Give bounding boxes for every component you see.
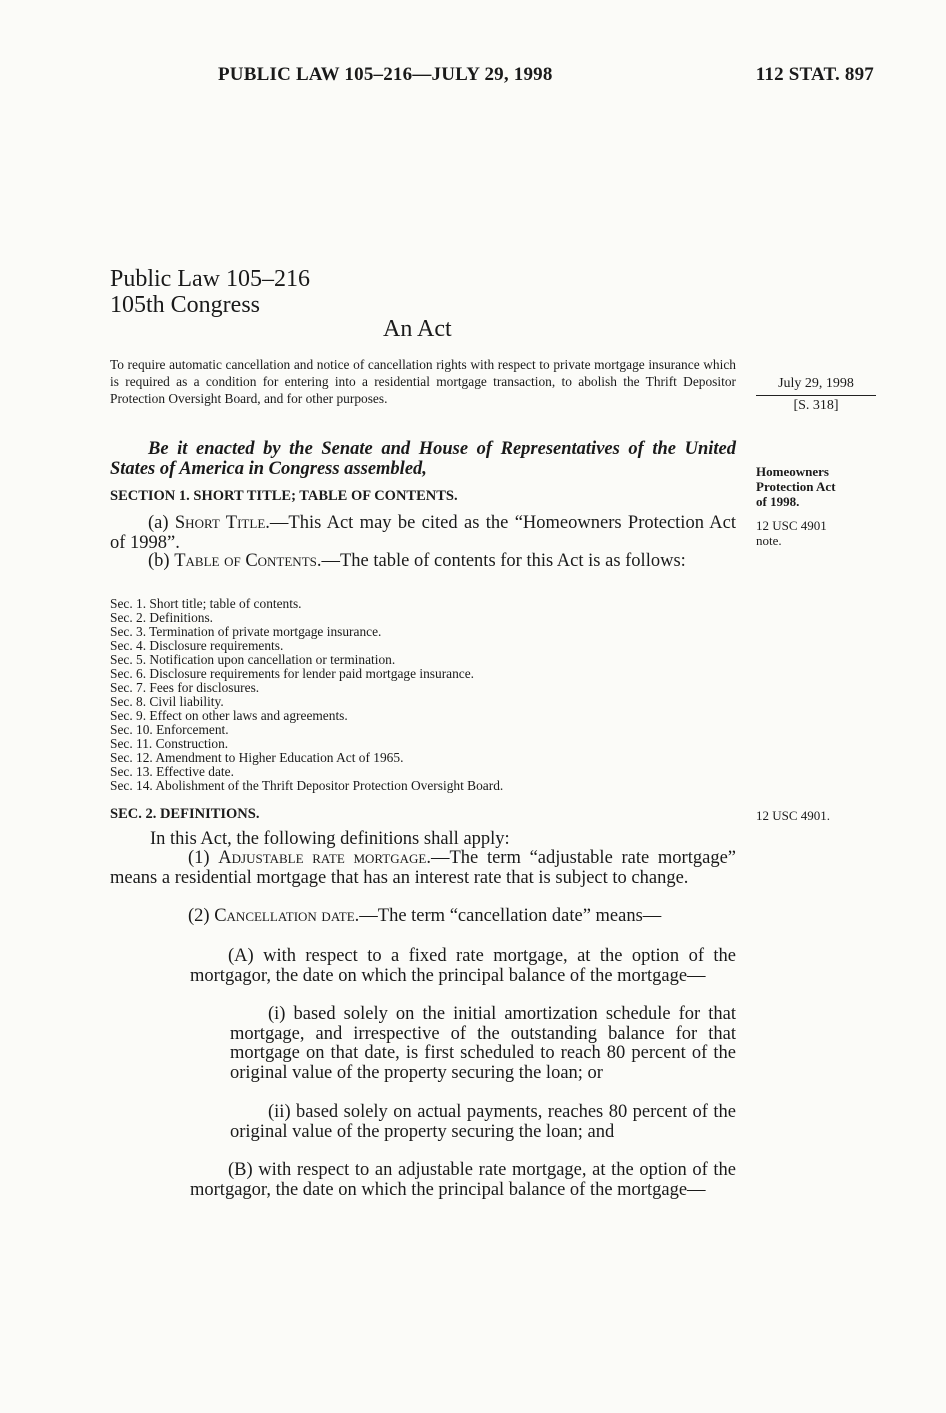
- table-of-contents: [110, 597, 503, 793]
- section-2-intro: In this Act, the following definitions shall apply:: [150, 829, 510, 849]
- margin-short-title-line-3: of 1998.: [756, 494, 800, 509]
- toc-item: Sec. 7. Fees for disclosures.: [110, 680, 260, 695]
- toc-item: Sec. 12. Amendment to Higher Education Act of 1965.: [110, 750, 404, 765]
- margin-short-title-line-2: Protection Act: [756, 479, 836, 494]
- definition-2-body: .—The term “cancellation date” means—: [354, 906, 662, 926]
- toc-item: Sec. 11. Construction.: [110, 736, 229, 751]
- toc-item: Sec. 5. Notification upon cancellation or termination.: [110, 652, 396, 667]
- definition-2-caption: Cancellation date: [214, 906, 355, 926]
- running-header-right: 112 STAT. 897: [755, 64, 874, 85]
- section-1-heading: SECTION 1. SHORT TITLE; TABLE OF CONTENTS.: [110, 488, 458, 504]
- section-1-a: [110, 514, 736, 553]
- definition-1-text: [110, 849, 736, 888]
- subparagraph-B: (B) with respect to an adjustable rate mortgage, at the option of the mortgagor, the date on which the principal balance of the mortgage—: [190, 1160, 736, 1200]
- enacting-clause: Be it enacted by the Senate and House of Representatives of the United States of America in Congress assembled,: [110, 439, 736, 479]
- margin-usc-note-1: [756, 518, 827, 548]
- toc-item: Sec. 4. Disclosure requirements.: [110, 638, 284, 653]
- section-1-b: [110, 552, 736, 572]
- subparagraph-A: (A) with respect to a fixed rate mortgage, at the option of the mortgagor, the date on which the principal balance of the mortgage—: [190, 946, 736, 986]
- section-2-heading: SEC. 2. DEFINITIONS.: [110, 806, 260, 822]
- toc-item: Sec. 10. Enforcement.: [110, 722, 229, 737]
- toc-item: Sec. 3. Termination of private mortgage insurance.: [110, 624, 382, 639]
- law-number: Public Law 105–216: [110, 266, 310, 292]
- running-header-left: PUBLIC LAW 105–216—JULY 29, 1998: [218, 64, 553, 85]
- margin-usc-1: 12 USC 4901: [756, 518, 827, 533]
- toc-item: Sec. 6. Disclosure requirements for lender paid mortgage insurance.: [110, 666, 475, 681]
- section-1-b-caption: Table of Contents: [174, 551, 317, 571]
- definition-1-caption: Adjustable rate mortgage: [218, 848, 427, 868]
- congress-number: 105th Congress: [110, 292, 260, 318]
- margin-usc-1-note: note.: [756, 533, 782, 548]
- margin-date: July 29, 1998: [778, 376, 854, 391]
- toc-item: Sec. 8. Civil liability.: [110, 694, 224, 709]
- definition-2-text: [110, 907, 736, 927]
- margin-divider: [756, 395, 876, 396]
- toc-item: Sec. 9. Effect on other laws and agreements.: [110, 708, 348, 723]
- definition-1-body: .—The term “adjustable rate mortgage” means a residential mortgage that has an interest rate that is subject to change.: [110, 848, 736, 888]
- act-purpose: To require automatic cancellation and notice of cancellation rights with respect to private mortgage insurance which is required as a condition for entering into a residential mortgage transaction, to abolish the Thrift Depositor Protection Oversight Board, and for other purposes.: [110, 357, 736, 406]
- margin-bill-number: [S. 318]: [793, 398, 839, 413]
- definition-1-label: (1): [188, 848, 219, 868]
- clause-i: (i) based solely on the initial amortization schedule for that mortgage, and irrespective of the outstanding balance for that mortgage on that date, is first scheduled to reach 80 percent of the original value of the property securing the loan; or: [230, 1004, 736, 1083]
- section-1-a-label: (a): [148, 513, 175, 533]
- toc-item: Sec. 14. Abolishment of the Thrift Depositor Protection Oversight Board.: [110, 778, 504, 793]
- act-title: An Act: [383, 316, 452, 342]
- toc-item: Sec. 2. Definitions.: [110, 610, 214, 625]
- definition-2-label: (2): [188, 906, 215, 926]
- section-1-b-text: .—The table of contents for this Act is as follows:: [316, 551, 686, 571]
- margin-short-title-line-1: Homeowners: [756, 464, 829, 479]
- margin-date-block: [756, 376, 876, 414]
- section-1-b-label: (b): [148, 551, 175, 571]
- margin-short-title: [756, 464, 836, 509]
- section-1-a-text: .—This Act may be cited as the “Homeowners Protection Act of 1998”.: [110, 513, 736, 553]
- margin-usc-2: 12 USC 4901.: [756, 808, 831, 823]
- clause-ii: (ii) based solely on actual payments, reaches 80 percent of the original value of the property securing the loan; and: [230, 1102, 736, 1142]
- section-1-a-caption: Short Title: [174, 513, 266, 533]
- toc-item: Sec. 1. Short title; table of contents.: [110, 596, 302, 611]
- toc-item: Sec. 13. Effective date.: [110, 764, 234, 779]
